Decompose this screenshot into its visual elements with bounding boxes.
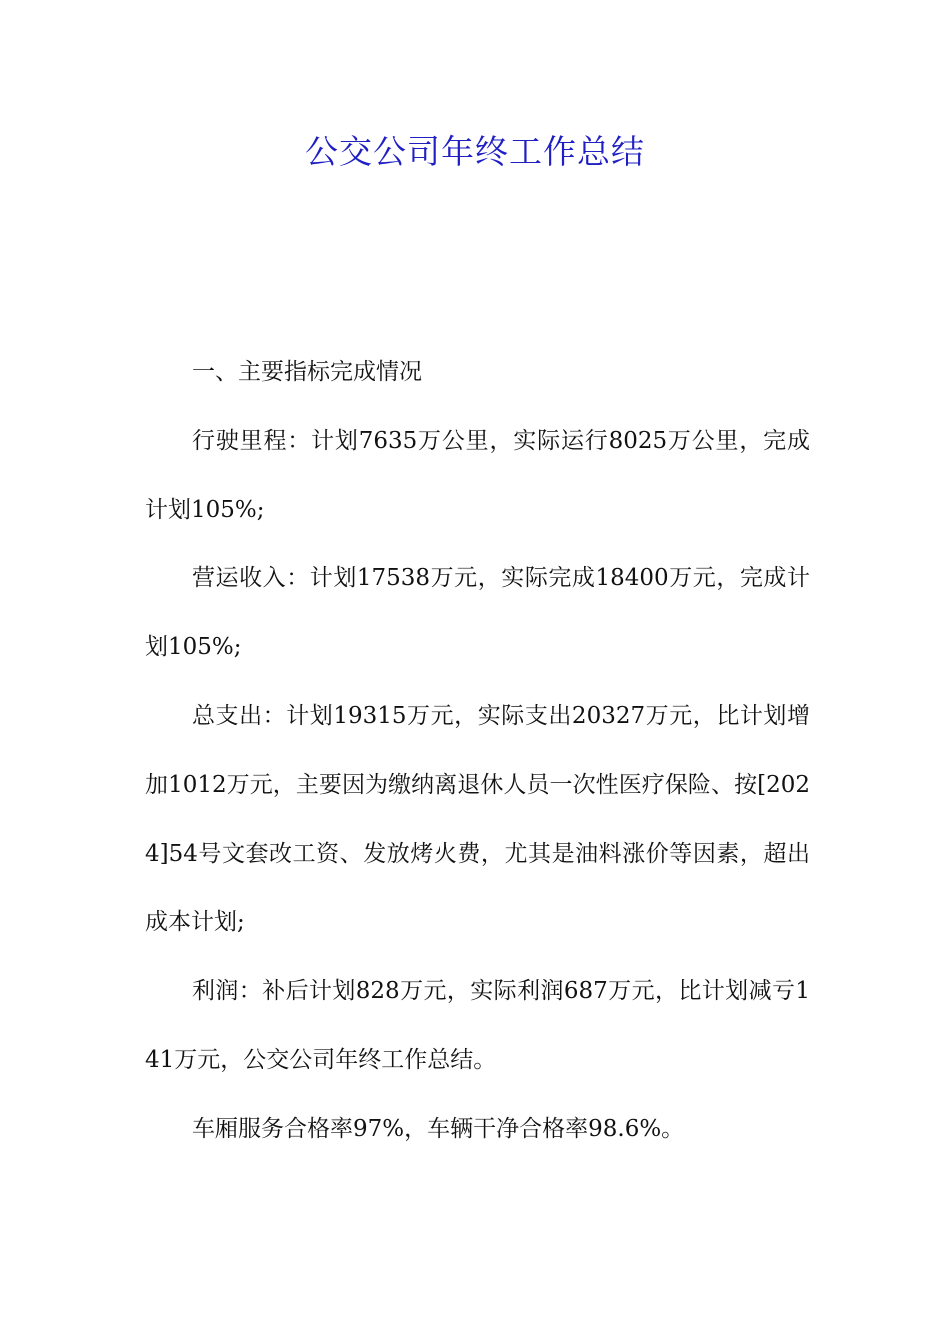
section-heading-main-indicators: 一、主要指标完成情况 <box>192 359 422 385</box>
document-body <box>145 338 810 1164</box>
paragraph-mileage: 行驶里程：计划7635万公里，实际运行8025万公里，完成计划105%; <box>145 427 810 523</box>
document-title: 公交公司年终工作总结 <box>305 132 645 171</box>
paragraph-service-rate: 车厢服务合格率97%，车辆干净合格率98.6%。 <box>192 1115 685 1142</box>
paragraph-revenue: 营运收入：计划17538万元，实际完成18400万元，完成计划105%; <box>145 565 810 661</box>
paragraph-profit: 利润：补后计划828万元，实际利润687万元，比计划减亏141万元，公交公司年终工作总结。 <box>145 978 810 1073</box>
paragraph-total-expenditure: 总支出：计划19315万元，实际支出20327万元，比计划增加1012万元，主要因为缴纳离退休人员一次性医疗保险、按[2024]54号文套改工资、发放烤火费，尤其是油料涨价等因素，超出成本计划; <box>145 702 810 936</box>
